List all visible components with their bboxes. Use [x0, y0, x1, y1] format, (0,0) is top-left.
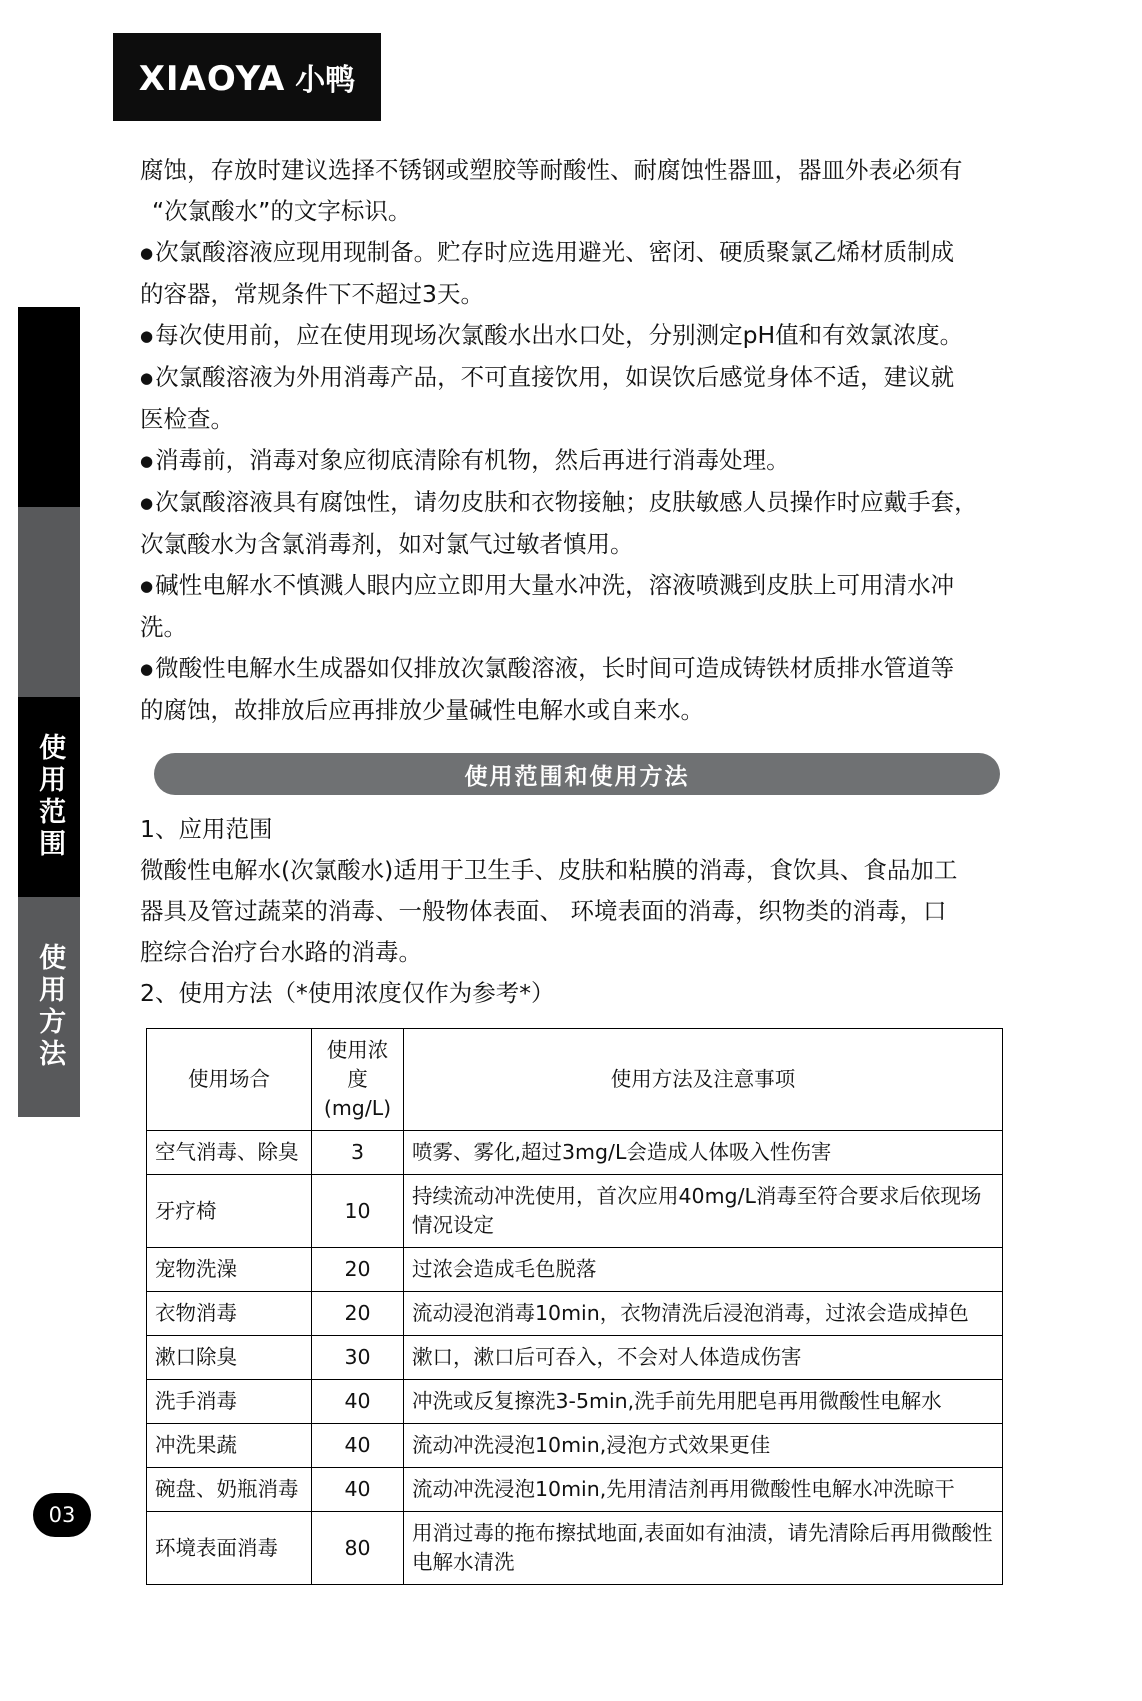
row-concentration: 80	[312, 1512, 404, 1585]
row-concentration: 40	[312, 1424, 404, 1468]
notice-line-2: “次氯酸水”的文字标识。	[152, 197, 412, 225]
table-row	[147, 1424, 1003, 1468]
table-row	[147, 1131, 1003, 1175]
row-note: 流动冲洗浸泡10min,浸泡方式效果更佳	[404, 1424, 1003, 1468]
row-scene: 洗手消毒	[147, 1380, 312, 1424]
row-note: 过浓会造成毛色脱落	[404, 1248, 1003, 1292]
subsection-1-line-1: 微酸性电解水(次氯酸水)适用于卫生手、皮肤和粘膜的消毒，食饮具、食品加工	[140, 856, 958, 884]
brand-logo-text	[139, 55, 356, 99]
subsection-1-line-3: 腔综合治疗台水路的消毒。	[140, 938, 422, 966]
notice-bullet-6: ● 碱性电解水不慎溅人眼内应立即用大量水冲洗，溶液喷溅到皮肤上可用清水冲	[140, 565, 1002, 607]
brand-name-en: XIAOYA	[138, 59, 286, 99]
row-concentration: 20	[312, 1248, 404, 1292]
brand-logo	[113, 33, 381, 121]
row-scene: 宠物洗澡	[147, 1248, 312, 1292]
table-row	[147, 1380, 1003, 1424]
row-concentration: 10	[312, 1175, 404, 1248]
notice-bullet-7-cont: 的腐蚀，故排放后应再排放少量碱性电解水或自来水。	[140, 696, 704, 724]
table-header-row	[147, 1029, 1003, 1131]
subsection-1-line-2: 器具及管过蔬菜的消毒、一般物体表面、 环境表面的消毒，织物类的消毒，口	[140, 897, 947, 925]
table-row	[147, 1468, 1003, 1512]
table-row	[147, 1292, 1003, 1336]
page-number-badge: 03	[33, 1493, 91, 1537]
table-row	[147, 1175, 1003, 1248]
side-tab-usage-method	[18, 897, 80, 1117]
notice-bullet-5-cont: 次氯酸水为含氯消毒剂，如对氯气过敏者慎用。	[140, 530, 634, 558]
row-scene: 环境表面消毒	[147, 1512, 312, 1585]
notice-bullet-1-cont: 的容器，常规条件下不超过3天。	[140, 280, 484, 308]
notice-bullet-3-cont: 医检查。	[140, 405, 234, 433]
row-concentration: 30	[312, 1336, 404, 1380]
row-scene: 碗盘、奶瓶消毒	[147, 1468, 312, 1512]
table-header-scene: 使用场合	[147, 1029, 312, 1131]
notice-bullet-7: ● 微酸性电解水生成器如仅排放次氯酸溶液，长时间可造成铸铁材质排水管道等	[140, 648, 1002, 690]
table-row	[147, 1336, 1003, 1380]
subsection-1-title: 1、应用范围	[140, 815, 273, 843]
row-scene: 漱口除臭	[147, 1336, 312, 1380]
side-tab-usage-method-label: 使用方法	[34, 943, 66, 1071]
row-concentration: 40	[312, 1380, 404, 1424]
notice-bullet-5: ● 次氯酸溶液具有腐蚀性，请勿皮肤和衣物接触；皮肤敏感人员操作时应戴手套，	[140, 482, 1002, 524]
section-heading: 使用范围和使用方法	[154, 753, 1000, 795]
table-header-concentration-line1: 使用浓度	[326, 1038, 389, 1091]
row-scene: 牙疗椅	[147, 1175, 312, 1248]
table-row	[147, 1248, 1003, 1292]
row-concentration: 20	[312, 1292, 404, 1336]
side-tab-usage-scope-label: 使用范围	[34, 733, 66, 861]
row-scene: 衣物消毒	[147, 1292, 312, 1336]
table-header-concentration-line2: (mg/L)	[323, 1096, 392, 1120]
row-note: 持续流动冲洗使用，首次应用40mg/L消毒至符合要求后依现场情况设定	[404, 1175, 1003, 1248]
table-header-method: 使用方法及注意事项	[404, 1029, 1003, 1131]
row-note: 喷雾、雾化,超过3mg/L会造成人体吸入性伤害	[404, 1131, 1003, 1175]
notice-bullet-4: ● 消毒前，消毒对象应彻底清除有机物，然后再进行消毒处理。	[140, 440, 1002, 482]
notice-bullet-3: ● 次氯酸溶液为外用消毒产品，不可直接饮用，如误饮后感觉身体不适，建议就	[140, 357, 1002, 399]
side-tab-2	[18, 507, 80, 697]
side-tab-usage-scope	[18, 697, 80, 897]
table-row	[147, 1512, 1003, 1585]
row-scene: 空气消毒、除臭	[147, 1131, 312, 1175]
table-header-concentration	[312, 1029, 404, 1131]
row-note: 流动冲洗浸泡10min,先用清洁剂再用微酸性电解水冲洗晾干	[404, 1468, 1003, 1512]
usage-table	[146, 1028, 1003, 1585]
row-concentration: 40	[312, 1468, 404, 1512]
side-tab-1	[18, 307, 80, 507]
notice-line-1: 腐蚀，存放时建议选择不锈钢或塑胶等耐酸性、耐腐蚀性器皿，器皿外表必须有	[140, 156, 963, 184]
row-note: 冲洗或反复擦洗3-5min,洗手前先用肥皂再用微酸性电解水	[404, 1380, 1003, 1424]
row-scene: 冲洗果蔬	[147, 1424, 312, 1468]
brand-name-cn: 小鸭	[295, 63, 356, 98]
notice-bullet-2: ● 每次使用前，应在使用现场次氯酸水出水口处，分别测定pH值和有效氯浓度。	[140, 315, 1002, 357]
row-concentration: 3	[312, 1131, 404, 1175]
row-note: 用消过毒的拖布擦拭地面,表面如有油渍，请先清除后再用微酸性电解水清洗	[404, 1512, 1003, 1585]
row-note: 漱口，漱口后可吞入，不会对人体造成伤害	[404, 1336, 1003, 1380]
page-content	[140, 150, 1002, 1585]
side-tab-strip	[18, 307, 80, 1117]
row-note: 流动浸泡消毒10min，衣物清洗后浸泡消毒，过浓会造成掉色	[404, 1292, 1003, 1336]
notice-bullet-1: ● 次氯酸溶液应现用现制备。贮存时应选用避光、密闭、硬质聚氯乙烯材质制成	[140, 232, 1002, 274]
subsection-2-title: 2、使用方法（*使用浓度仅作为参考*）	[140, 979, 555, 1007]
notice-bullet-6-cont: 洗。	[140, 613, 187, 641]
